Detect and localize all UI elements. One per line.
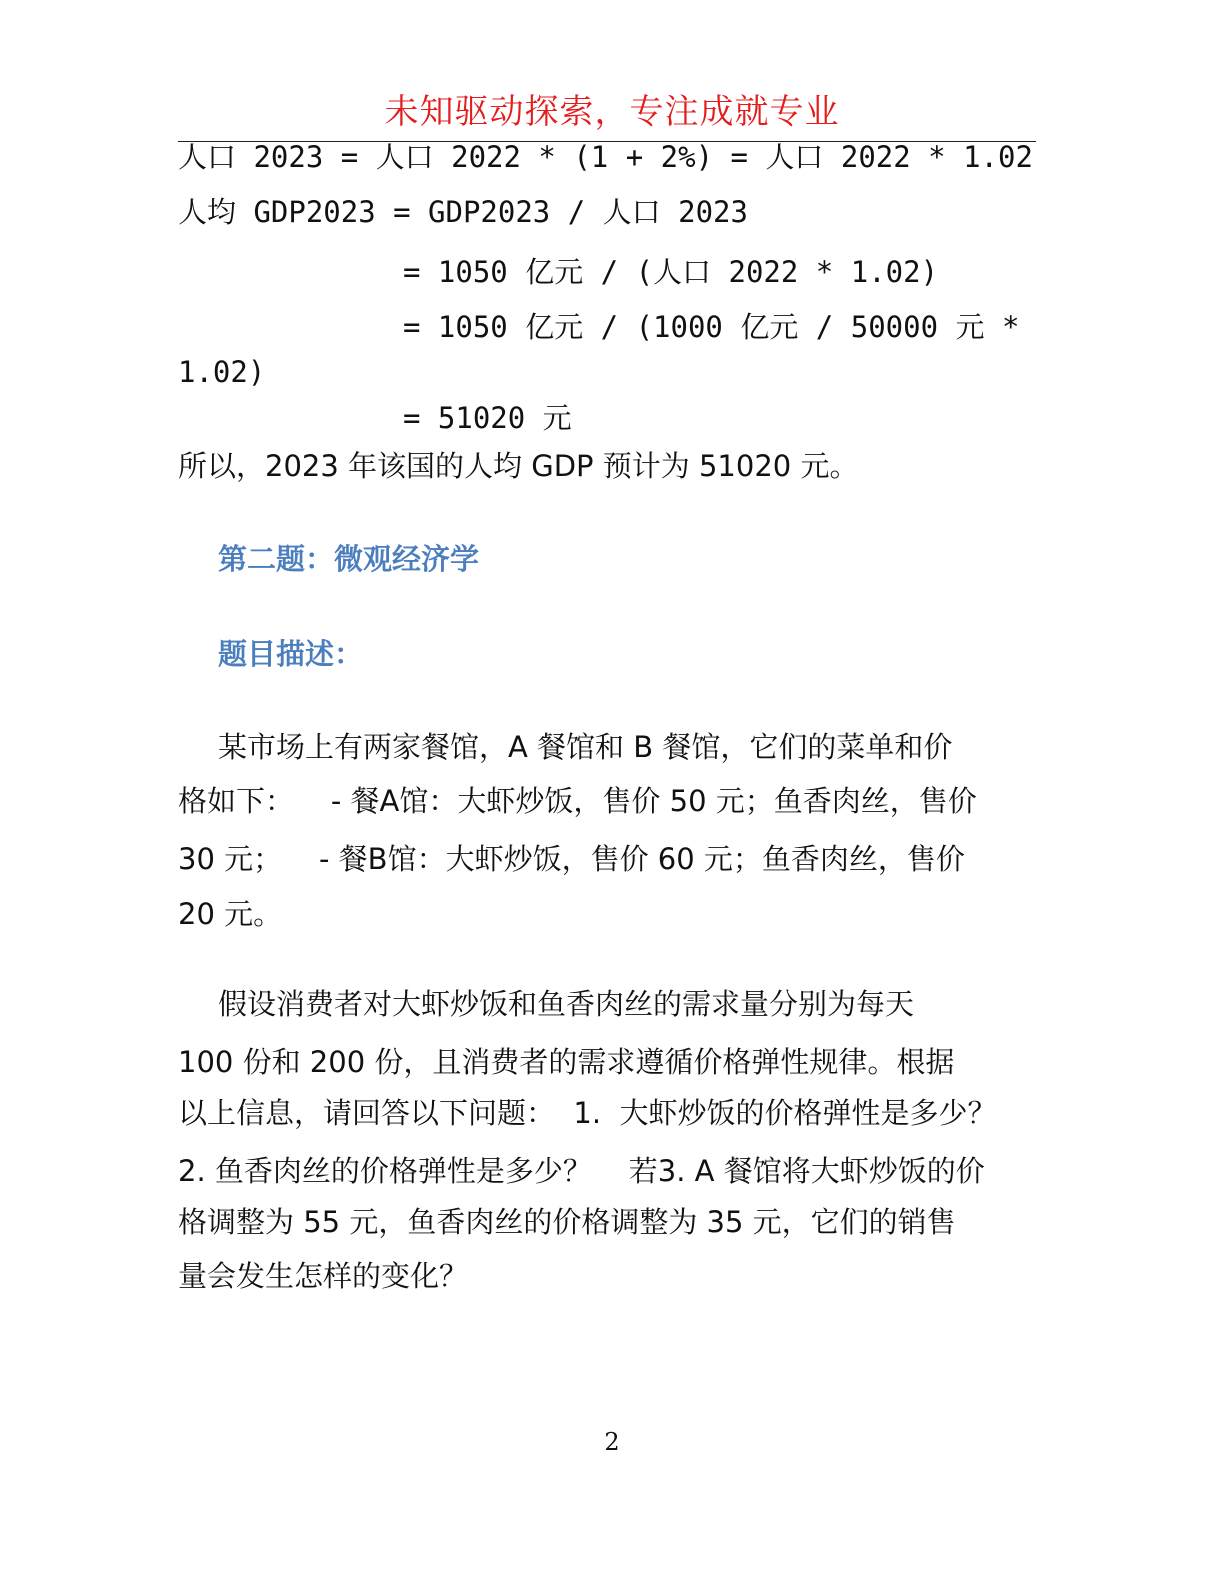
paragraph-line: 以上信息，请回答以下问题： 1. 大虾炒饭的价格弹性是多少？	[178, 1096, 997, 1130]
paragraph-line: 量会发生怎样的变化？	[178, 1259, 469, 1293]
calc-line: = 1050 亿元 / (1000 亿元 / 50000 元 *	[403, 310, 1020, 344]
header-title: 未知驱动探索，专注成就专业	[384, 92, 840, 132]
section-subtitle: 题目描述：	[218, 637, 364, 671]
calc-line: = 1050 亿元 / (人口 2022 * 1.02)	[403, 255, 939, 289]
calc-line: 人口 2023 = 人口 2022 * (1 + 2%) = 人口 2022 * 1.02	[178, 140, 1033, 174]
calc-line: 1.02)	[178, 355, 266, 389]
page-number: 2	[604, 1428, 620, 1456]
paragraph-line: 格调整为 55 元，鱼香肉丝的价格调整为 35 元，它们的销售	[178, 1205, 956, 1239]
calc-line: = 51020 元	[403, 401, 572, 435]
paragraph-line: 20 元。	[178, 897, 283, 931]
conclusion-text: 所以，2023 年该国的人均 GDP 预计为 51020 元。	[178, 449, 859, 483]
paragraph-line: 100 份和 200 份，且消费者的需求遵循价格弹性规律。根据	[178, 1045, 955, 1079]
section-title: 第二题：微观经济学	[218, 542, 480, 576]
paragraph-line: 30 元； - 餐B馆：大虾炒饭，售价 60 元；鱼香肉丝，售价	[178, 842, 965, 876]
paragraph-line: 格如下： - 餐A馆：大虾炒饭，售价 50 元；鱼香肉丝，售价	[178, 784, 977, 818]
paragraph-line: 假设消费者对大虾炒饭和鱼香肉丝的需求量分别为每天	[218, 987, 915, 1021]
paragraph-line: 2. 鱼香肉丝的价格弹性是多少？ 若3. A 餐馆将大虾炒饭的价	[178, 1154, 985, 1188]
calc-line: 人均 GDP2023 = GDP2023 / 人口 2023	[178, 195, 748, 229]
paragraph-line: 某市场上有两家餐馆，A 餐馆和 B 餐馆，它们的菜单和价	[218, 730, 953, 764]
